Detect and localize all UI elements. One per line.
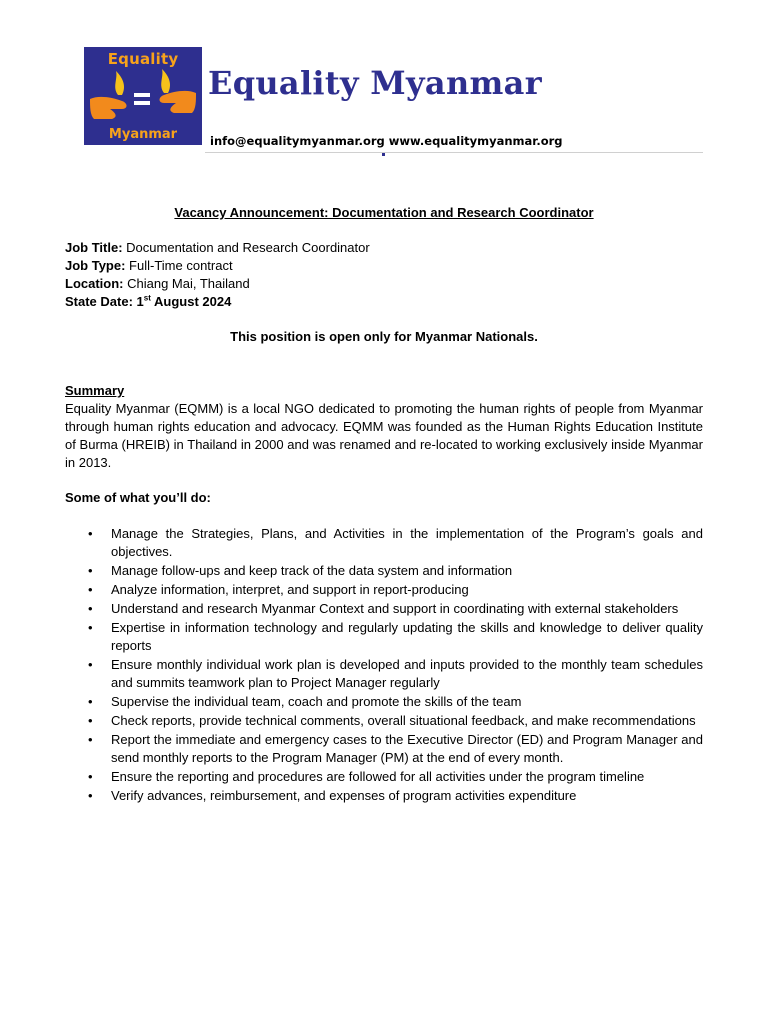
bullet-icon: • [88,694,93,709]
list-item: • Ensure monthly individual work plan is developed and inputs provided to the monthly team schedules and summits teamwork plan to Project Manager regularly [88,657,703,690]
bullet-icon: • [88,582,93,597]
location-value: Chiang Mai, Thailand [123,276,250,291]
bullet-icon: • [88,657,93,672]
list-item: • Check reports, provide technical comments, overall situational feedback, and make recommendations [88,713,696,728]
job-title-label: Job Title: [65,240,123,255]
list-item: • Manage follow-ups and keep track of the data system and information [88,563,513,578]
job-title-field [65,239,703,257]
bullet-icon: • [88,713,93,728]
summary-body: Equality Myanmar (EQMM) is a local NGO dedicated to promoting the human rights of people from Myanmar through human rights education and advocacy. EQMM was founded as the Human Rights Education Institute of Burma (HREIB) in Thailand in 2000 and was renamed and re-located to working exclusively inside Myanmar in 2013. [65,401,703,470]
list-item: • Verify advances, reimbursement, and expenses of program activities expenditure [88,788,577,803]
list-item: • Understand and research Myanmar Context and support in coordinating with external stakeholders [88,601,679,616]
bullet-icon: • [88,769,93,784]
duties-heading: Some of what you’ll do: [65,490,211,505]
start-date-value: August 2024 [150,294,232,309]
job-type-field [65,257,703,275]
duties-heading-wrap [65,489,703,507]
summary-heading: Summary [65,383,125,398]
organization-logo [84,47,202,145]
list-item: • Expertise in information technology and regularly updating the skills and knowledge to deliver quality reports [88,620,703,653]
list-item: • Supervise the individual team, coach and promote the skills of the team [88,694,522,709]
job-type-value: Full-Time contract [125,258,233,273]
job-title-value: Documentation and Research Coordinator [122,240,370,255]
bullet-icon: • [88,620,93,635]
bullet-icon: • [88,526,93,541]
logo-bottom-text: Myanmar [108,127,178,142]
summary-section [65,382,703,472]
hands-flame-logo-icon [88,69,198,123]
logo-top-text: Equality [107,50,179,68]
header-divider [205,152,703,153]
start-date-field [65,293,703,311]
job-details [65,239,703,311]
contact-info: info@equalitymyanmar.org www.equalitymyanmar.org [210,134,563,148]
start-date-label: State Date: 1 [65,294,144,309]
job-type-label: Job Type: [65,258,126,273]
nationality-notice: This position is open only for Myanmar Nationals. [230,329,538,344]
organization-name: Equality Myanmar [208,64,542,102]
bullet-icon: • [88,788,93,803]
bullet-icon: • [88,732,93,747]
list-item: • Ensure the reporting and procedures are followed for all activities under the program timeline [88,769,645,784]
location-field [65,275,703,293]
list-item: • Analyze information, interpret, and support in report-producing [88,582,469,597]
duties-list [65,525,703,806]
list-item: • Report the immediate and emergency cases to the Executive Director (ED) and Program Manager and send monthly reports to the Program Manager (PM) at the end of every month. [88,732,703,765]
divider-mark [382,153,385,156]
list-item: • Manage the Strategies, Plans, and Activities in the implementation of the Program’s goals and objectives. [88,526,703,559]
bullet-icon: • [88,601,93,616]
location-label: Location: [65,276,124,291]
bullet-icon: • [88,563,93,578]
announcement-title: Vacancy Announcement: Documentation and Research Coordinator [174,205,594,220]
start-date-ordinal: st [143,293,151,303]
